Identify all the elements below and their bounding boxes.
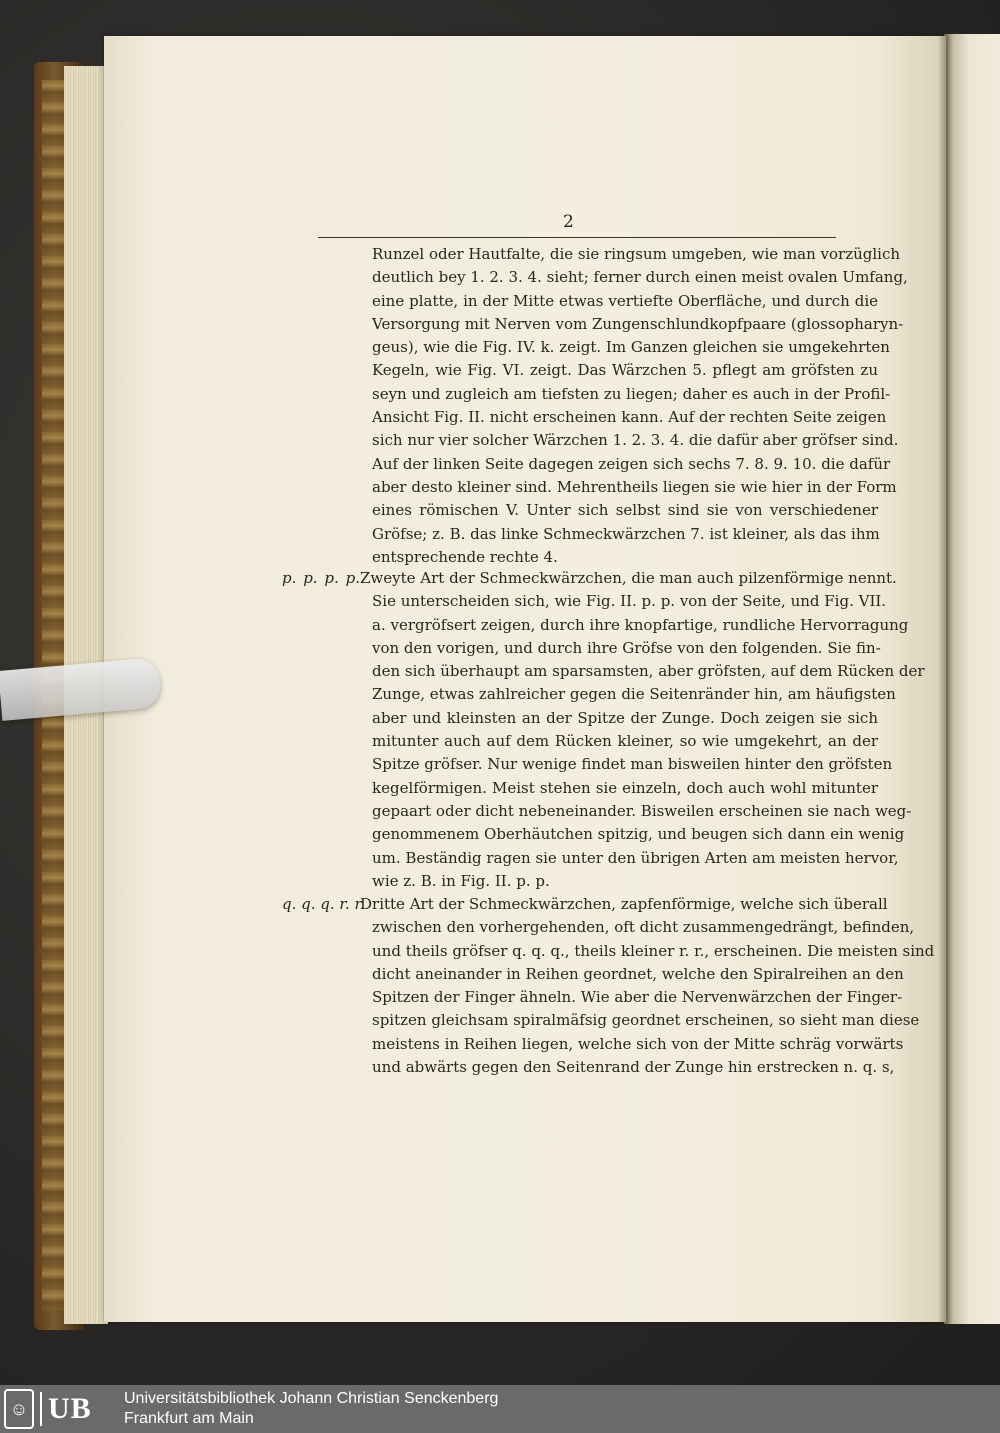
text-line: sich nur vier solcher Wärzchen 1. 2. 3. 4. die dafür aber gröfser sind. <box>372 431 899 450</box>
text-line: Zweyte Art der Schmeckwärzchen, die man auch pilzenförmige nennt. <box>360 569 897 587</box>
text-line: wie z. B. in Fig. II. p. p. <box>372 871 550 890</box>
text-line: geus), wie die Fig. IV. k. zeigt. Im Ganzen gleichen sie umgekehrten <box>372 338 890 357</box>
paragraph-2 <box>282 567 925 893</box>
text-line-with-marker <box>282 567 897 590</box>
text-line: eines römischen V. Unter sich selbst sind sie von verschiedener <box>372 501 878 520</box>
text-line: aber desto kleiner sind. Mehrentheils liegen sie wie hier in der Form <box>372 477 897 496</box>
library-logo <box>4 1389 116 1429</box>
portrait-icon: ☺ <box>4 1389 34 1429</box>
facing-page <box>944 34 1000 1324</box>
text-line: Auf der linken Seite dagegen zeigen sich sechs 7. 8. 9. 10. die dafür <box>372 454 891 473</box>
text-line: um. Beständig ragen sie unter den übrigen Arten am meisten hervor, <box>372 848 899 867</box>
text-line: Sie unterscheiden sich, wie Fig. II. p. p. von der Seite, und Fig. VII. <box>372 592 887 611</box>
text-line: eine platte, in der Mitte etwas vertiefte Oberfläche, und durch die <box>372 291 878 310</box>
text-line: mitunter auch auf dem Rücken kleiner, so wie umgekehrt, an der <box>372 732 878 751</box>
text-line: Zunge, etwas zahlreicher gegen die Seitenränder hin, am häufigsten <box>372 685 896 704</box>
text-line: zwischen den vorhergehenden, oft dicht zusammengedrängt, befinden, <box>372 918 915 937</box>
text-line: Dritte Art der Schmeckwärzchen, zapfenförmige, welche sich überall <box>360 895 888 913</box>
text-line: aber und kleinsten an der Spitze der Zunge. Doch zeigen sie sich <box>372 708 878 727</box>
text-line: meistens in Reihen liegen, welche sich von der Mitte schräg vorwärts <box>372 1034 904 1053</box>
page-number: 2 <box>563 212 574 232</box>
text-line: und abwärts gegen den Seitenrand der Zunge hin erstrecken n. q. s, <box>372 1058 895 1077</box>
text-line: gepaart oder dicht nebeneinander. Bisweilen erscheinen sie nach weg- <box>372 801 912 820</box>
text-line: genommenem Oberhäutchen spitzig, und beugen sich dann ein wenig <box>372 825 905 844</box>
text-line: a. vergröfsert zeigen, durch ihre knopfartige, rundliche Hervorragung <box>372 615 909 634</box>
library-footer <box>0 1385 1000 1433</box>
text-line: Runzel oder Hautfalte, die sie ringsum umgeben, wie man vorzüglich <box>372 245 901 263</box>
text-line: Gröfse; z. B. das linke Schmeckwärzchen 7. ist kleiner, als das ihm <box>372 524 880 543</box>
text-line-with-marker <box>282 893 888 916</box>
library-name: Universitätsbibliothek Johann Christian Senckenberg <box>124 1390 499 1407</box>
paragraph-3 <box>282 893 935 1079</box>
logo-text: UB <box>40 1392 92 1426</box>
text-line: spitzen gleichsam spiralmäfsig geordnet erscheinen, so sieht man diese <box>372 1011 920 1030</box>
text-line: den sich überhaupt am sparsamsten, aber gröfsten, auf dem Rücken der <box>372 662 925 681</box>
text-line: dicht aneinander in Reihen geordnet, welche den Spiralreihen an den <box>372 964 904 983</box>
text-line: Ansicht Fig. II. nicht erscheinen kann. Auf der rechten Seite zeigen <box>372 408 887 427</box>
library-location: Frankfurt am Main <box>124 1410 254 1427</box>
text-line: Versorgung mit Nerven vom Zungenschlundkopfpaare (glossopharyn- <box>372 314 904 333</box>
paragraph-1 <box>372 243 908 569</box>
text-line: Spitzen der Finger ähneln. Wie aber die Nervenwärzchen der Finger- <box>372 988 903 1007</box>
text-line: Kegeln, wie Fig. VI. zeigt. Das Wärzchen 5. pflegt am gröfsten zu <box>372 361 878 380</box>
header-rule <box>318 237 836 238</box>
text-line: von den vorigen, und durch ihre Gröfse von den folgenden. Sie fin- <box>372 638 881 657</box>
text-line: seyn und zugleich am tiefsten zu liegen; daher es auch in der Profil- <box>372 384 891 403</box>
text-line: Spitze gröfser. Nur wenige findet man bisweilen hinter den gröfsten <box>372 755 893 774</box>
paragraph-marker: p. p. p. p. <box>282 569 360 587</box>
text-line: deutlich bey 1. 2. 3. 4. sieht; ferner durch einen meist ovalen Umfang, <box>372 268 908 287</box>
paragraph-marker: q. q. q. r. r. <box>282 895 365 913</box>
text-line: kegelförmigen. Meist stehen sie einzeln, doch auch wohl mitunter <box>372 778 878 797</box>
text-line: und theils gröfser q. q. q., theils kleiner r. r., erscheinen. Die meisten sind <box>372 941 935 960</box>
text-line: entsprechende rechte 4. <box>372 547 558 566</box>
page-gutter <box>938 34 952 1324</box>
